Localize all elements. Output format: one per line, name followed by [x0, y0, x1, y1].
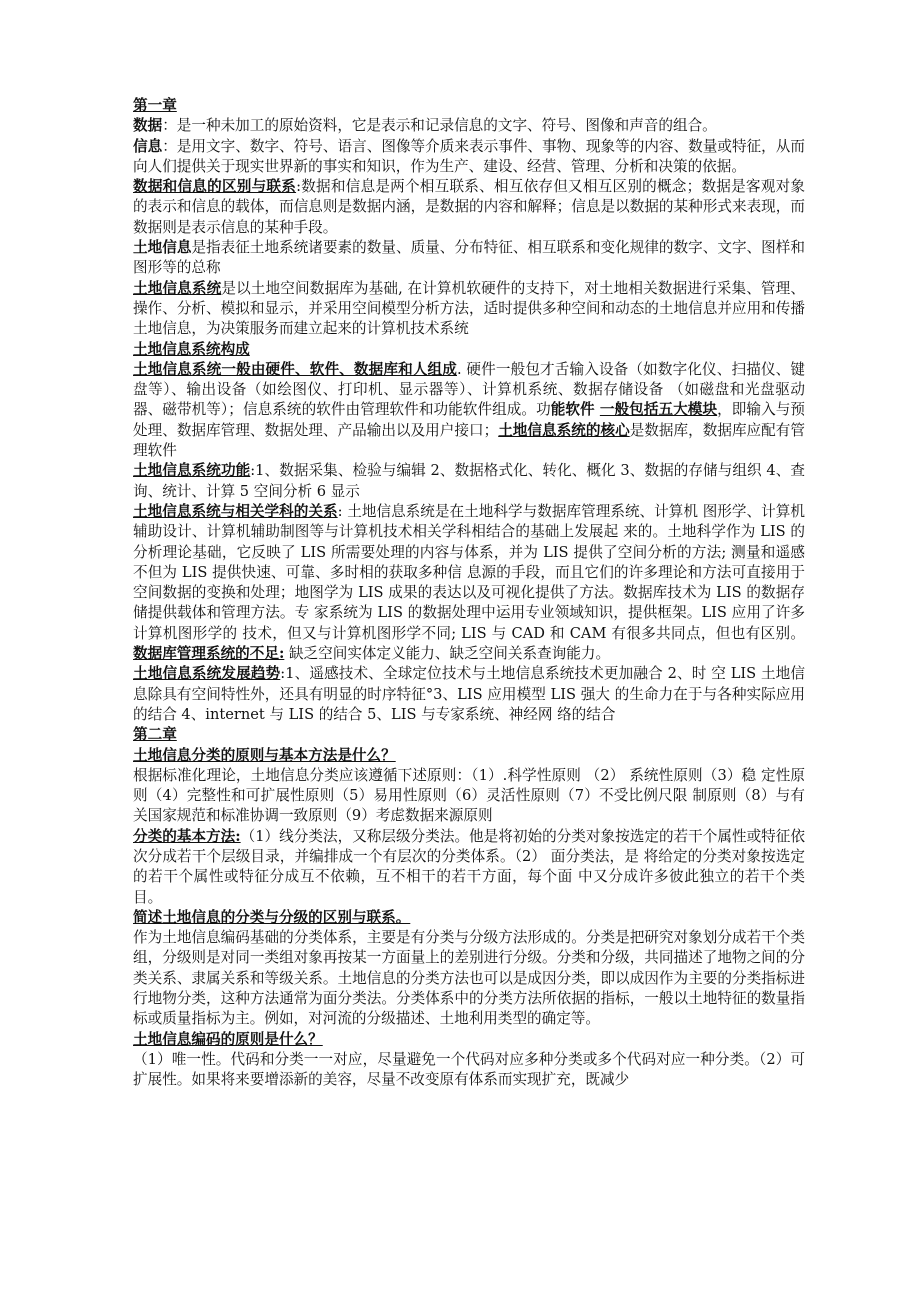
def-lis-functions: :1、数据采集、检验与编辑 2、数据格式化、转化、概化 3、数据的存储与组织 4、查询、统计、计算 5 空间分析 6 显示 [133, 462, 805, 500]
def-info: ：是用文字、数字、符号、语言、图像等介质来表示事件、事物、现象等的内容、数量或特征，从而向人们提供关于现实世界新的事实和知识，作为生产、建设、经营、管理、分析和决策的依据。 [133, 137, 805, 175]
para-lis-disciplines [133, 502, 805, 664]
term-dbms-shortcoming: 数据库管理系统的不足: [133, 645, 285, 663]
para-lis [133, 279, 805, 340]
text-function-software: 能软件 [550, 401, 600, 419]
question-classification-principles: 土地信息分类的原则与基本方法是什么？ [133, 746, 396, 764]
def-lis: 是以土地空间数据库为基础, 在计算机软硬件的支持下，对土地相关数据进行采集、管理、操作、分析、模拟和显示，并采用空间模型分析方法，适时提供多种空间和动态的土地信息并应用和传播土地信息，为决策服务而建立起来的计算机技术系统 [133, 279, 805, 338]
term-data-info-diff: 数据和信息的区别与联系 [133, 178, 297, 196]
def-classification-methods: （1）线分类法，又称层级分类法。他是将初始的分类对象按选定的若干个属性或特征依次分成若干个层级目录，并编排成一个有层次的分类体系。（2） 面分类法，是 将给定的分类对象按选定的若干个属性或特征分成互不依赖，互不相干的若干方面，每个面 中又分成许多彼此独立的若干个类目。 [133, 827, 805, 906]
para-classification-methods [133, 827, 805, 908]
def-land-info: 是指表征土地系统诸要素的数量、质量、分布特征、相互联系和变化规律的数字、文字、图样和图形等的总称 [133, 239, 805, 277]
para-data-info-diff [133, 177, 805, 238]
text-lis-composition: . 硬件一般包才舌输入设备（如数字化仪、扫描仪、键盘等）、输出设备（如绘图仪、打印机、显示器等）、计算机系统、数据存储设备 （如磁盘和光盘驱动器、磁带机等）；信息系统的软件由管理软件和功能软件组成。功 [133, 360, 805, 419]
question-coding-principles: 土地信息编码的原则是什么？ [133, 1030, 323, 1048]
term-five-modules: 一般包括五大模块 [599, 401, 718, 419]
def-data: ：是一种未加工的原始资料，它是表示和记录信息的文字、符号、图像和声音的组合。 [162, 117, 717, 135]
answer-coding-principles: （1）唯一性。代码和分类一一对应，尽量避免一个代码对应多种分类或多个代码对应一种分类。（2）可扩展性。如果将来要增添新的美容，尽量不改变原有体系而实现扩充，既减少 [133, 1050, 805, 1089]
para-lis-functions [133, 461, 805, 502]
para-data-definition [133, 116, 805, 136]
para-lis-structure [133, 360, 805, 461]
para-info-definition [133, 137, 805, 178]
para-lis-trends [133, 664, 805, 725]
def-dbms-shortcoming: 缺乏空间实体定义能力、缺乏空间关系查询能力。 [284, 645, 611, 663]
term-classification-methods: 分类的基本方法: [133, 827, 241, 845]
question-classification-grading: 简述土地信息的分类与分级的区别与联系。 [133, 908, 411, 926]
text-five-modules: ，即输入与预处理、数据库管理、数据处理、产品输出以及用户接口； [133, 401, 805, 439]
answer-classification-grading: 作为土地信息编码基础的分类体系，主要是有分类与分级方法形成的。分类是把研究对象划分成若干个类组，分级则是对同一类组对象再按某一方面量上的差别进行分级。分类和分级，共同描述了地物之间的分类关系、隶属关系和等级关系。土地信息的分类方法也可以是成因分类，即以成因作为主要的分类指标进行地物分类，这种方法通常为面分类法。分类体系中的分类方法所依据的指标，一般以土地特征的数量指标或质量指标为主。例如，对河流的分级描述、土地利用类型的确定等。 [133, 929, 805, 1028]
term-lis-trends: 土地信息系统发展趋势 [133, 665, 281, 683]
term-lis: 土地信息系统 [133, 279, 222, 297]
def-lis-trends: :1、遥感技术、全球定位技术与土地信息系统技术更加融合 2、时 空 LIS 土地信息除具有空间特性外，还具有明显的时序特征°3、LIS 应用模型 LIS 强大 的生命力在于与各种实际应用的结合 4、internet 与 LIS 的结合 5、LIS 与专家系统、神经网 络的结合 [133, 665, 805, 723]
term-lis-disciplines: 土地信息系统与相关学科的关系 [133, 502, 338, 520]
term-info: 信息 [133, 137, 163, 155]
term-data: 数据 [133, 117, 163, 135]
term-lis-functions: 土地信息系统功能 [133, 462, 251, 480]
chapter-2-title: 第二章 [133, 726, 177, 744]
def-data-info-diff: :数据和信息是两个相互联系、相互依存但又相互区别的概念；数据是客观对象的表示和信息的载体，而信息则是数据内涵，是数据的内容和解释；信息是以数据的某种形式来表现，而数据则是表示信息的某种手段。 [133, 178, 805, 236]
text-lis-core: 是数据库，数据库应配有管理软件 [133, 421, 805, 460]
term-lis-composition: 土地信息系统一般由硬件、软件、数据库和人组成 [133, 360, 457, 378]
para-land-info [133, 238, 805, 279]
chapter-1-title: 第一章 [133, 97, 177, 114]
answer-classification-principles: 根据标准化理论，土地信息分类应该遵循下述原则：（1）.科学性原则 （2） 系统性原则（3）稳 定性原则（4）完整性和可扩展性原则（5）易用性原则（6）灵活性原则（7）不受比例尺限 制原则（8）与有关国家规范和标准协调一致原则（9）考虑数据来源原则 [133, 766, 805, 825]
term-lis-core: 土地信息系统的核心 [498, 421, 630, 439]
heading-lis-structure: 土地信息系统构成 [133, 340, 250, 358]
def-lis-disciplines: : 土地信息系统是在土地科学与数据库管理系统、计算机 图形学、计算机辅助设计、计算机辅助制图等与计算机技术相关学科相结合的基础上发展起 来的。土地科学作为 LIS 的分析理论基础，它反映了 LIS 所需要处理的内容与体系，并为 LIS 提供了空间分析的方法; 测量和遥感不但为 LIS 提供快速、可靠、多时相的获取多种信 息源的手段，而且它们的许多理论和方法可直接用于空间数据的变换和处理；地图学为 LIS 成果的表达以及可视化提供了方法。数据库技术为 LIS 的数据存储提供载体和管理方法。专 家系统为 LIS 的数据处理中运用专业领域知识，提供框架。LIS 应用了许多计算机图形学的 技术，但又与计算机图形学不同; LIS 与 CAD 和 CAM 有很多共同点，但也有区别。 [133, 502, 805, 642]
document-page [133, 96, 805, 1091]
term-land-info: 土地信息 [133, 239, 192, 257]
